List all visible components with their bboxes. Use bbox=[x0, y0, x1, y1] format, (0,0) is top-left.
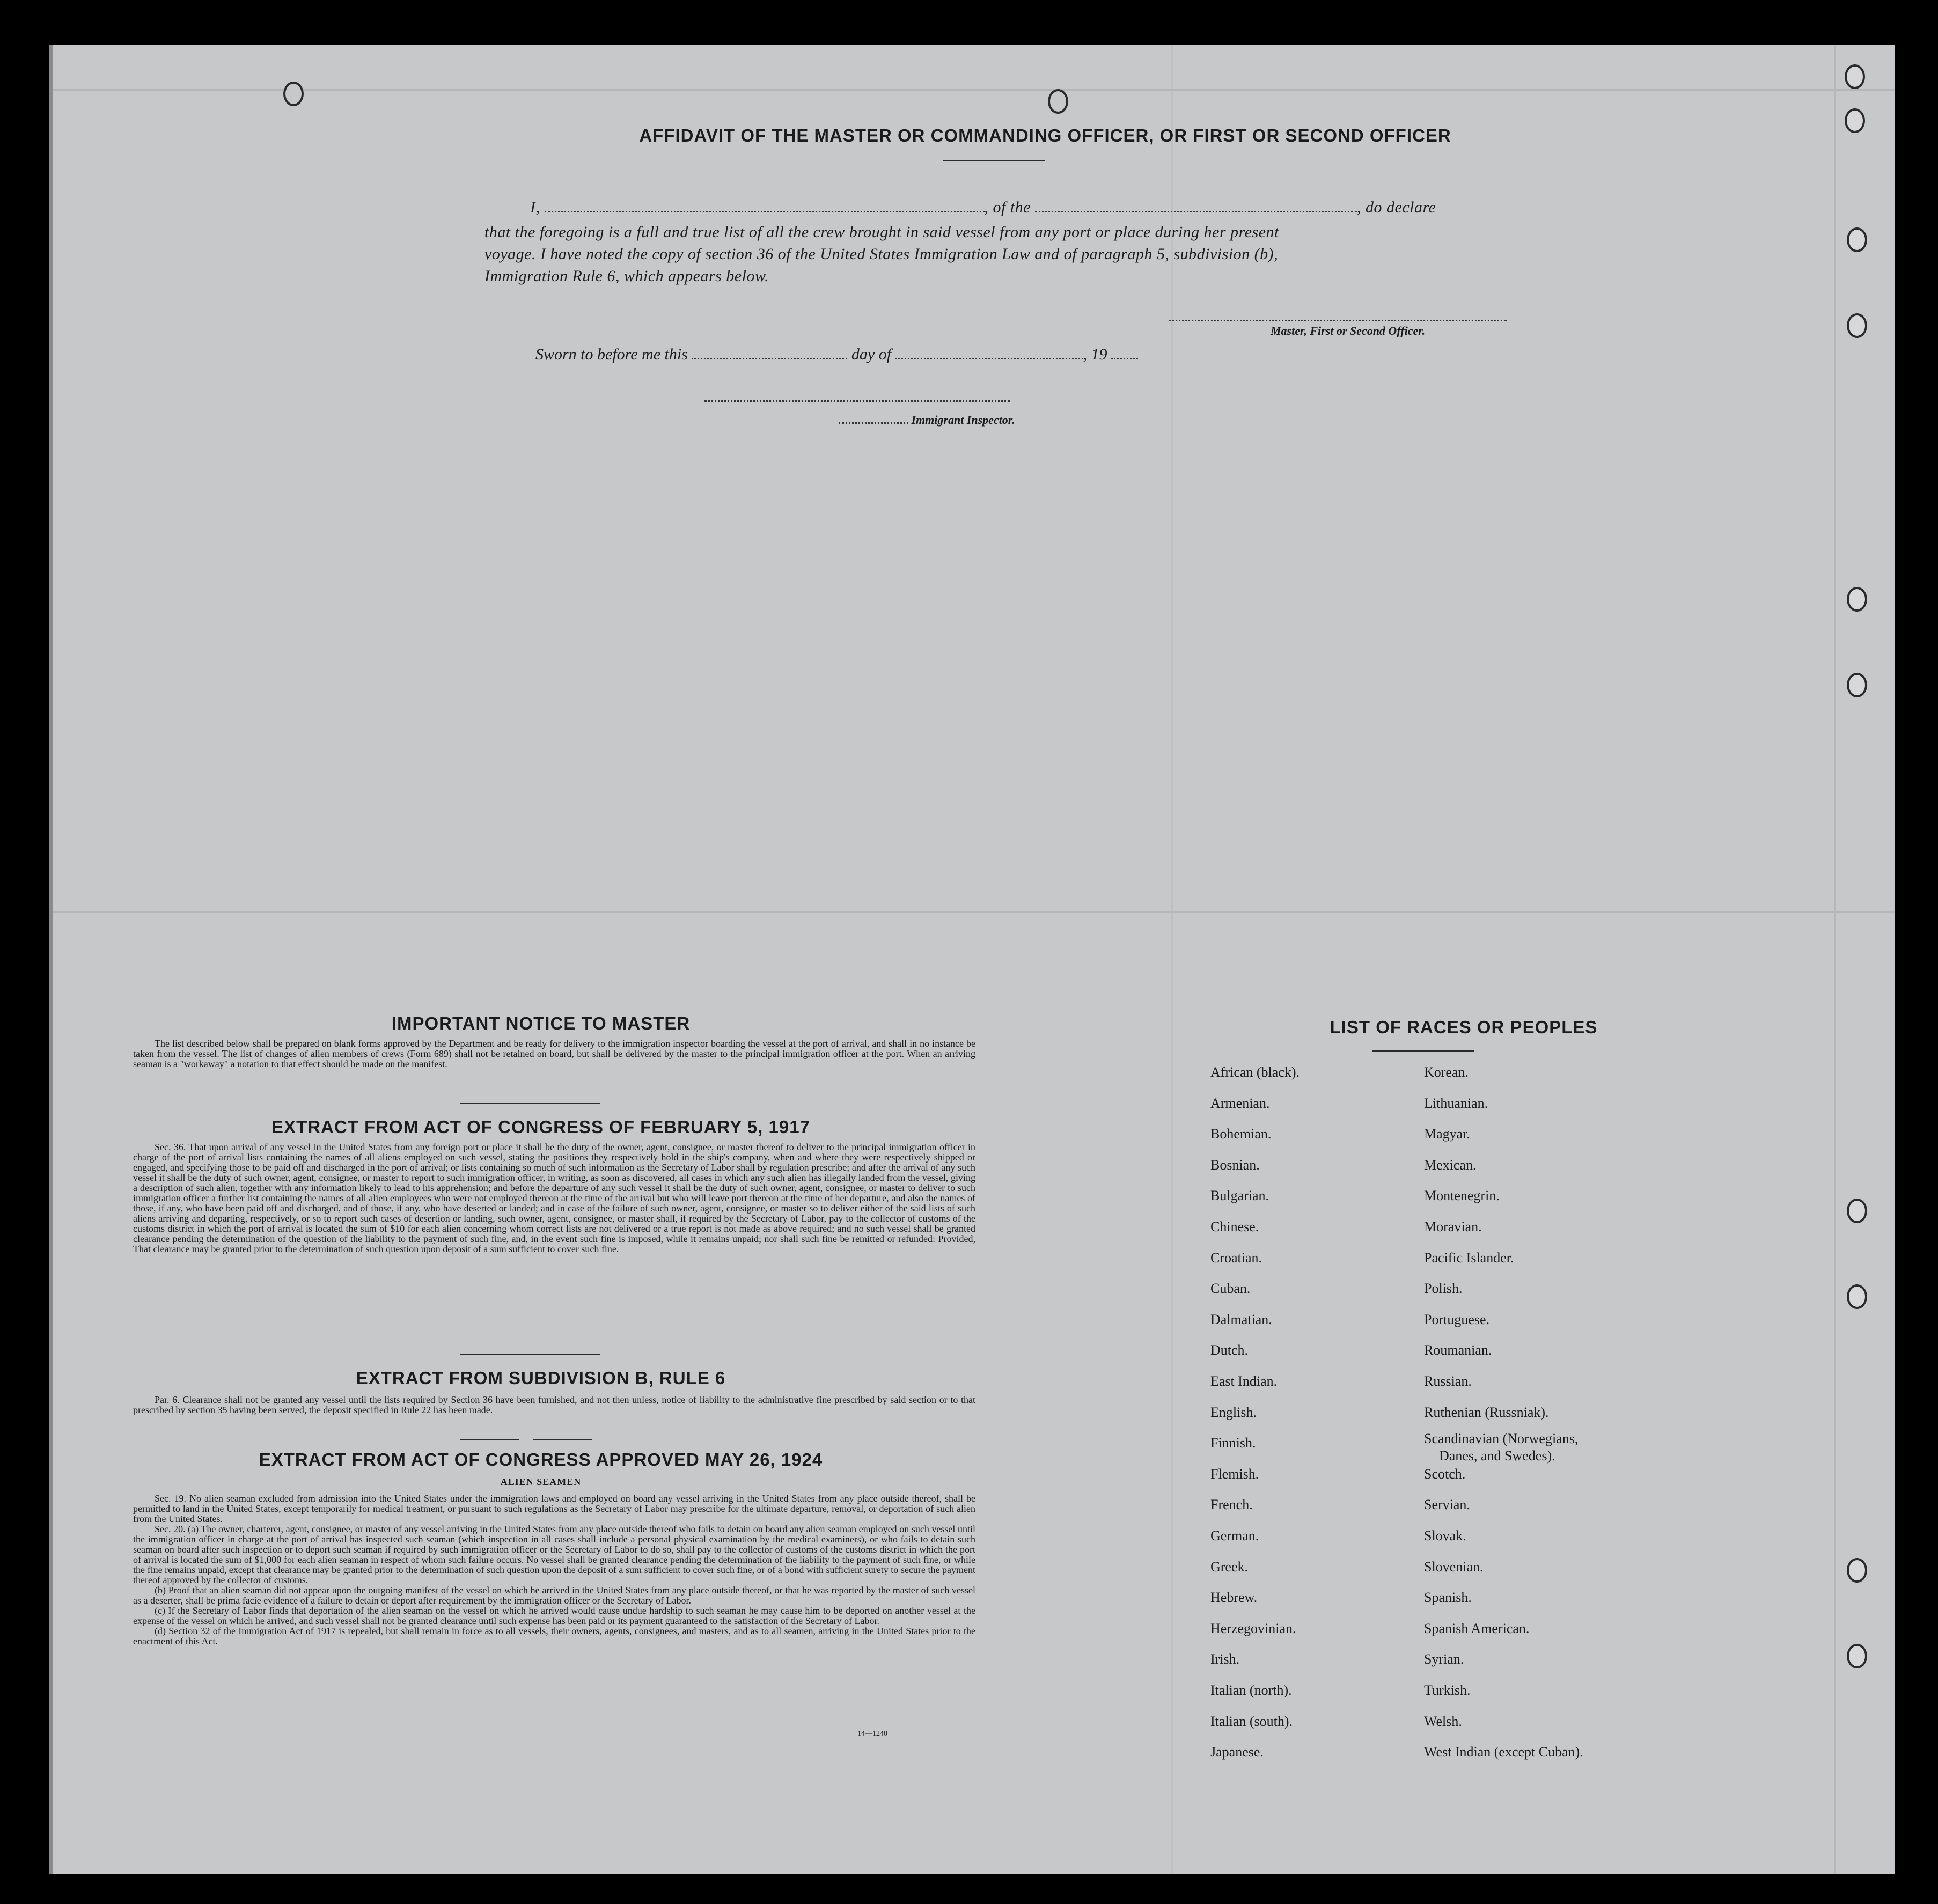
race-item: Greek. bbox=[1210, 1559, 1249, 1575]
form-number: 14—1240 bbox=[857, 1730, 887, 1738]
race-item: Irish. bbox=[1210, 1651, 1240, 1667]
declaration-line-3: voyage. I have noted the copy of section 36 of the United States Immigration Law and of paragraph 5, subdivision (b), bbox=[484, 245, 1279, 263]
sworn-label: Sworn to before me this bbox=[535, 345, 688, 363]
extract-1917-text: Sec. 36. That upon arrival of any vessel in the United States from any foreign port or place it shall be the duty of the owner, agent, consignee, or master thereof to deliver to the principal immigration officer in charge of the port of arrival lists containing the names of all aliens employed on such vessel, stating the positions they respectively hold in the ship's company, when and where they were respectively shipped or engaged, and specifying those to be paid off and discharged in the port of arrival; or lists containing so much of such information as the Secretary of Labor shall by regulation prescribe; and after the arrival of any such vessel it shall be the duty of such owner, agent, consignee, or master to report to such immigration officer, in writing, as soon as discovered, all cases in which any such alien has illegally landed from the vessel, giving a description of such alien, together with any information likely to lead to his apprehension; and before the departure of any such vessel it shall be the duty of such owner, agent, consignee, or master to deliver to such immigration officer a further list containing the names of all alien employees who were not employed thereon at the time of the arrival but who will leave port thereon at the time of her departure, and also the names of those, if any, who have been paid off and discharged, and of those, if any, who have deserted or landed; and in case of the failure of such owner, agent, consignee, or master so to deliver either of the said lists of such aliens arriving and departing, respectively, or so to report such cases of desertion or landing, such owner, agent, consignee, or master shall, if required by the Secretary of Labor, pay to the collector of customs of the customs district in which the port of arrival is located the sum of $10 for each alien concerning whom correct lists are not delivered or a true report is not made as above required; and no such vessel shall be granted clearance pending the determination of the question of the liability to the payment of such fine, and, in the event such fine is imposed, while it remains unpaid; nor shall such fine be remitted or refunded: Provided, That clearance may be granted prior to the determination of such question upon deposit of a sum sufficient to cover such fine. bbox=[133, 1142, 975, 1254]
fold-line-middle bbox=[53, 911, 1895, 913]
race-item: English. bbox=[1210, 1404, 1257, 1420]
binding-edge bbox=[1834, 45, 1895, 1874]
race-item: German. bbox=[1210, 1528, 1259, 1543]
race-item: Syrian. bbox=[1424, 1651, 1464, 1667]
alien-seamen-subtitle: ALIEN SEAMEN bbox=[500, 1476, 582, 1487]
inspector-caption-wrap bbox=[839, 413, 1015, 427]
signature-line bbox=[1169, 320, 1507, 321]
punch-hole bbox=[1847, 587, 1867, 612]
extract-1917-title: EXTRACT FROM ACT OF CONGRESS OF FEBRUARY 5, 1917 bbox=[271, 1117, 810, 1137]
race-item: Slovenian. bbox=[1424, 1559, 1484, 1575]
race-item: Korean. bbox=[1424, 1064, 1469, 1080]
race-item: Dutch. bbox=[1210, 1342, 1249, 1358]
punch-hole bbox=[1847, 313, 1867, 338]
punch-hole bbox=[1847, 1284, 1867, 1309]
extract-1924-title: EXTRACT FROM ACT OF CONGRESS APPROVED MAY 26, 1924 bbox=[259, 1450, 823, 1469]
document-sheet bbox=[49, 45, 1895, 1874]
punch-hole bbox=[1847, 1558, 1867, 1583]
day-blank bbox=[692, 352, 847, 359]
race-item: Bosnian. bbox=[1210, 1157, 1260, 1173]
extract-1924-paragraph: (b) Proof that an alien seaman did not appear upon the outgoing manifest of the vessel on which he arrived in the United States from any place outside thereof, or that he was reported by the master of such vessel as a deserter, shall be prima facie evidence of a failure to detain or deport after requirement by the immigration officer or the Secretary of Labor. bbox=[133, 1585, 975, 1606]
extract-1924-text bbox=[133, 1494, 975, 1646]
race-item: Spanish. bbox=[1424, 1590, 1472, 1606]
race-item: Russian. bbox=[1424, 1373, 1472, 1389]
race-item: Chinese. bbox=[1210, 1219, 1259, 1234]
inspector-signature-line bbox=[704, 400, 1010, 402]
year-blank bbox=[1111, 352, 1138, 359]
race-item: Scotch. bbox=[1424, 1466, 1466, 1482]
race-item-continuation: Danes, and Swedes). bbox=[1439, 1448, 1555, 1464]
race-item: French. bbox=[1210, 1497, 1253, 1513]
punch-hole bbox=[1847, 1644, 1867, 1668]
divider bbox=[460, 1439, 519, 1440]
race-item: Portuguese. bbox=[1424, 1311, 1490, 1327]
race-item: Pacific Islander. bbox=[1424, 1249, 1514, 1266]
race-item: Moravian. bbox=[1424, 1219, 1482, 1234]
punch-hole bbox=[1048, 89, 1068, 114]
race-item: Bohemian. bbox=[1210, 1126, 1272, 1142]
extract-rule6-text: Par. 6. Clearance shall not be granted any vessel until the lists required by Section 36 have been furnished, and not then unless, notice of liability to the administrative fine prescribed by said section or to that prescribed by section 35 having been served, the deposit specified in Rule 22 has been made. bbox=[133, 1394, 975, 1415]
vessel-blank bbox=[1035, 205, 1357, 212]
punch-hole bbox=[1847, 1199, 1867, 1223]
race-item: Roumanian. bbox=[1424, 1342, 1492, 1358]
day-of-label: day of bbox=[851, 345, 892, 363]
month-blank bbox=[895, 352, 1083, 359]
race-item: Cuban. bbox=[1210, 1281, 1251, 1297]
race-item: West Indian (except Cuban). bbox=[1424, 1744, 1583, 1760]
race-item: Lithuanian. bbox=[1424, 1095, 1488, 1111]
punch-hole bbox=[1845, 108, 1865, 133]
race-item: Bulgarian. bbox=[1210, 1188, 1269, 1204]
race-item: Servian. bbox=[1424, 1497, 1470, 1513]
race-item: Scandinavian (Norwegians, bbox=[1424, 1431, 1579, 1447]
inspector-caption: Immigrant Inspector. bbox=[911, 413, 1015, 427]
punch-hole bbox=[283, 82, 304, 106]
race-item: Armenian. bbox=[1210, 1095, 1270, 1111]
of-the-label: , of the bbox=[984, 199, 1031, 216]
divider bbox=[460, 1103, 600, 1104]
race-item: Italian (south). bbox=[1210, 1713, 1293, 1729]
race-item: Italian (north). bbox=[1210, 1682, 1292, 1698]
race-item: Magyar. bbox=[1424, 1126, 1470, 1142]
signature-caption: Master, First or Second Officer. bbox=[1271, 324, 1426, 337]
race-item: Flemish. bbox=[1210, 1466, 1259, 1482]
punch-hole bbox=[1847, 227, 1867, 252]
race-item: Montenegrin. bbox=[1424, 1188, 1500, 1204]
race-item: East Indian. bbox=[1210, 1373, 1278, 1389]
do-declare-label: , do declare bbox=[1357, 199, 1436, 216]
races-title: LIST OF RACES OR PEOPLES bbox=[1330, 1017, 1598, 1037]
fold-line-top bbox=[53, 89, 1895, 91]
notice-text: The list described below shall be prepared on blank forms approved by the Department and be ready for delivery to the immigration inspector boarding the vessel at the port of arrival, and shall in no instance be taken from the vessel. The list of changes of alien members of crews (Form 689) shall not be retained on board, but shall be delivered by the master to the principal immigration officer at the port. When an arriving seaman is a "workaway" a notation to that effect should be made on the manifest. bbox=[133, 1038, 975, 1069]
declaration-line-2: that the foregoing is a full and true list of all the crew brought in said vessel from any port or place during her present bbox=[484, 223, 1279, 241]
divider bbox=[533, 1439, 592, 1440]
race-item: Ruthenian (Russniak). bbox=[1424, 1404, 1549, 1420]
year-label: , 19 bbox=[1083, 345, 1107, 363]
i-label: I, bbox=[530, 199, 540, 216]
race-item: Turkish. bbox=[1424, 1682, 1471, 1698]
punch-hole bbox=[1845, 64, 1865, 89]
race-item: Finnish. bbox=[1210, 1435, 1256, 1451]
race-item: Spanish American. bbox=[1424, 1620, 1530, 1636]
inspector-dots bbox=[839, 419, 908, 424]
punch-hole bbox=[1847, 673, 1867, 697]
affidavit-title: AFFIDAVIT OF THE MASTER OR COMMANDING OFFICER, OR FIRST OR SECOND OFFICER bbox=[639, 126, 1451, 145]
extract-1924-paragraph: Sec. 19. No alien seaman excluded from admission into the United States under the immigration laws and employed on board any vessel arriving in the United States from any place outside thereof, shall be permitted to land in the United States, except temporarily for medical treatment, or pursuant to such regulations as the Secretary of Labor may prescribe for the ultimate departure, removal, or deportation of such alien from the United States. bbox=[133, 1493, 975, 1524]
race-item: African (black). bbox=[1210, 1064, 1300, 1080]
extract-rule6-title: EXTRACT FROM SUBDIVISION B, RULE 6 bbox=[356, 1368, 726, 1388]
races-title-underline bbox=[1372, 1050, 1474, 1052]
extract-1924-paragraph: (d) Section 32 of the Immigration Act of 1917 is repealed, but shall remain in force as to all vessels, their owners, agents, consignees, and masters, and as to all seamen, arriving in the United States prior to the enactment of this Act. bbox=[133, 1626, 975, 1646]
race-item: Croatian. bbox=[1210, 1249, 1262, 1266]
race-item: Japanese. bbox=[1210, 1744, 1264, 1760]
declaration-line-1 bbox=[484, 195, 1552, 219]
race-item: Mexican. bbox=[1424, 1157, 1477, 1173]
title-underline bbox=[943, 160, 1045, 161]
divider bbox=[460, 1354, 600, 1355]
race-item: Dalmatian. bbox=[1210, 1311, 1272, 1327]
sworn-line bbox=[535, 345, 1138, 364]
race-item: Slovak. bbox=[1424, 1528, 1466, 1543]
extract-1924-paragraph: (c) If the Secretary of Labor finds that deportation of the alien seaman on the vessel on which he arrived would cause undue hardship to such seaman he may cause him to be deported on another vessel at the expense of the vessel on which he arrived, and such vessel shall not be granted clearance until such expense has been paid or its payment guaranteed to the satisfaction of the Secretary of Labor. bbox=[133, 1605, 975, 1626]
notice-title: IMPORTANT NOTICE TO MASTER bbox=[391, 1013, 691, 1033]
extract-1924-paragraph: Sec. 20. (a) The owner, charterer, agent, consignee, or master of any vessel arriving in the United States from any place outside thereof who fails to detain on board any alien seaman employed on such vessel until the immigration officer in charge at the port of arrival has inspected such seaman (which inspection in all cases shall include a personal physical examination by the medical examiners), or who fails to detain such seaman on board after such inspection or to deport such seaman if required by such immigration officer or the Secretary of Labor to do so, shall pay to the collector of customs of the customs district in which the port of arrival is located the sum of $1,000 for each alien seaman in respect of whom such failure occurs. No vessel shall be granted clearance pending the determination of the liability to the payment of such fine, or while the fine remains unpaid, except that clearance may be granted prior to the determination of such question upon the deposit of a sum sufficient to cover such fine, or of a bond with sufficient surety to secure the payment thereof approved by the collector of customs. bbox=[133, 1524, 975, 1585]
race-item: Welsh. bbox=[1424, 1713, 1462, 1729]
race-item: Polish. bbox=[1424, 1281, 1463, 1297]
declaration-line-4: Immigration Rule 6, which appears below. bbox=[484, 267, 769, 285]
race-item: Herzegovinian. bbox=[1210, 1620, 1296, 1636]
race-item: Hebrew. bbox=[1210, 1590, 1258, 1606]
name-blank bbox=[545, 205, 985, 212]
